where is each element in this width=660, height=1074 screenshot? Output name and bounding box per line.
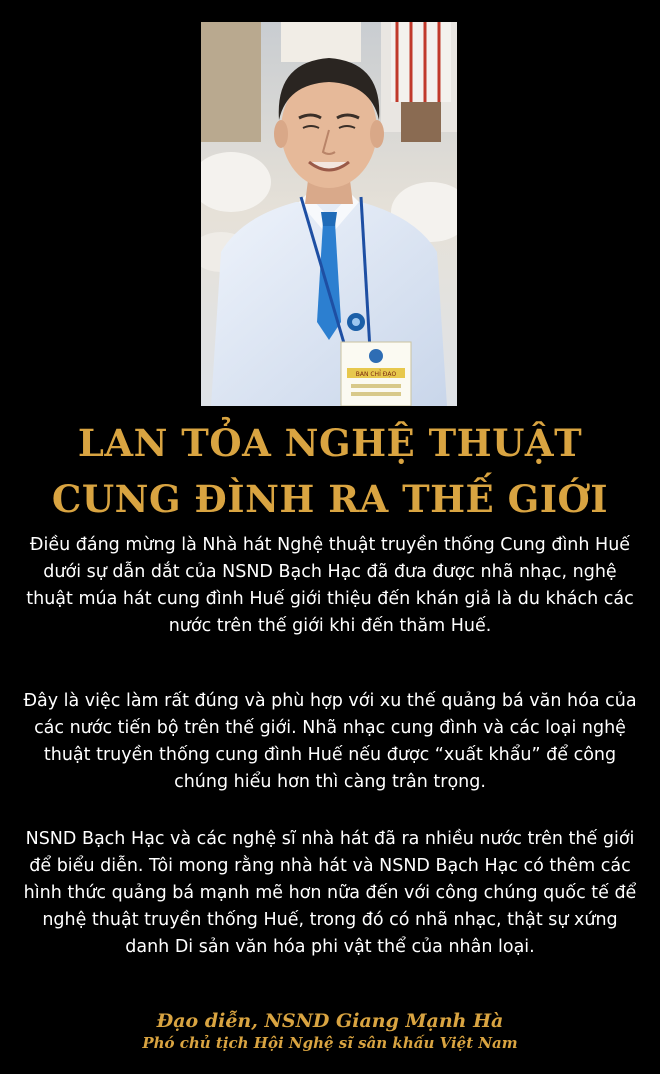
paragraph-1	[22, 532, 638, 640]
headline-line-2: CUNG ĐÌNH RA THẾ GIỚI	[51, 477, 609, 521]
paragraph-text: Đây là việc làm rất đúng và phù hợp với xu thế quảng bá văn hóa của các nước tiến bộ trên thế giới. Nhã nhạc cung đình và các loại nghệ thuật truyền thống cung đình Huế nếu được “xuất khẩu” để công chúng hiểu hơn thì càng trân trọng.	[23, 691, 637, 792]
paragraph-2	[22, 688, 638, 796]
headline-line-1: LAN TỎA NGHỆ THUẬT	[77, 421, 583, 465]
paragraph-text: NSND Bạch Hạc và các nghệ sĩ nhà hát đã ra nhiều nước trên thế giới để biểu diễn. Tôi mong rằng nhà hát và NSND Bạch Hạc có thêm các hình thức quảng bá mạnh mẽ hơn nữa đến với công chúng quốc tế để nghệ thuật truyền thống Huế, trong đó có nhã nhạc, thật sự xứng danh Di sản văn hóa phi vật thể của nhân loại.	[23, 829, 637, 957]
paragraph-3	[22, 826, 638, 961]
signature-title: Phó chủ tịch Hội Nghệ sĩ sân khấu Việt Nam	[142, 1034, 518, 1052]
signature-name: Đạo diễn, NSND Giang Mạnh Hà	[156, 1010, 504, 1032]
portrait-illustration	[201, 22, 457, 406]
portrait-photo	[201, 22, 457, 406]
badge-text: BAN CHỈ ĐẠO	[355, 371, 397, 378]
paragraph-text: Điều đáng mừng là Nhà hát Nghệ thuật truyền thống Cung đình Huế dưới sự dẫn dắt của NSND Bạch Hạc đã đưa được nhã nhạc, nghệ thuật múa hát cung đình Huế giới thiệu đến khán giả là du khách các nước trên thế giới khi đến thăm Huế.	[26, 535, 634, 636]
